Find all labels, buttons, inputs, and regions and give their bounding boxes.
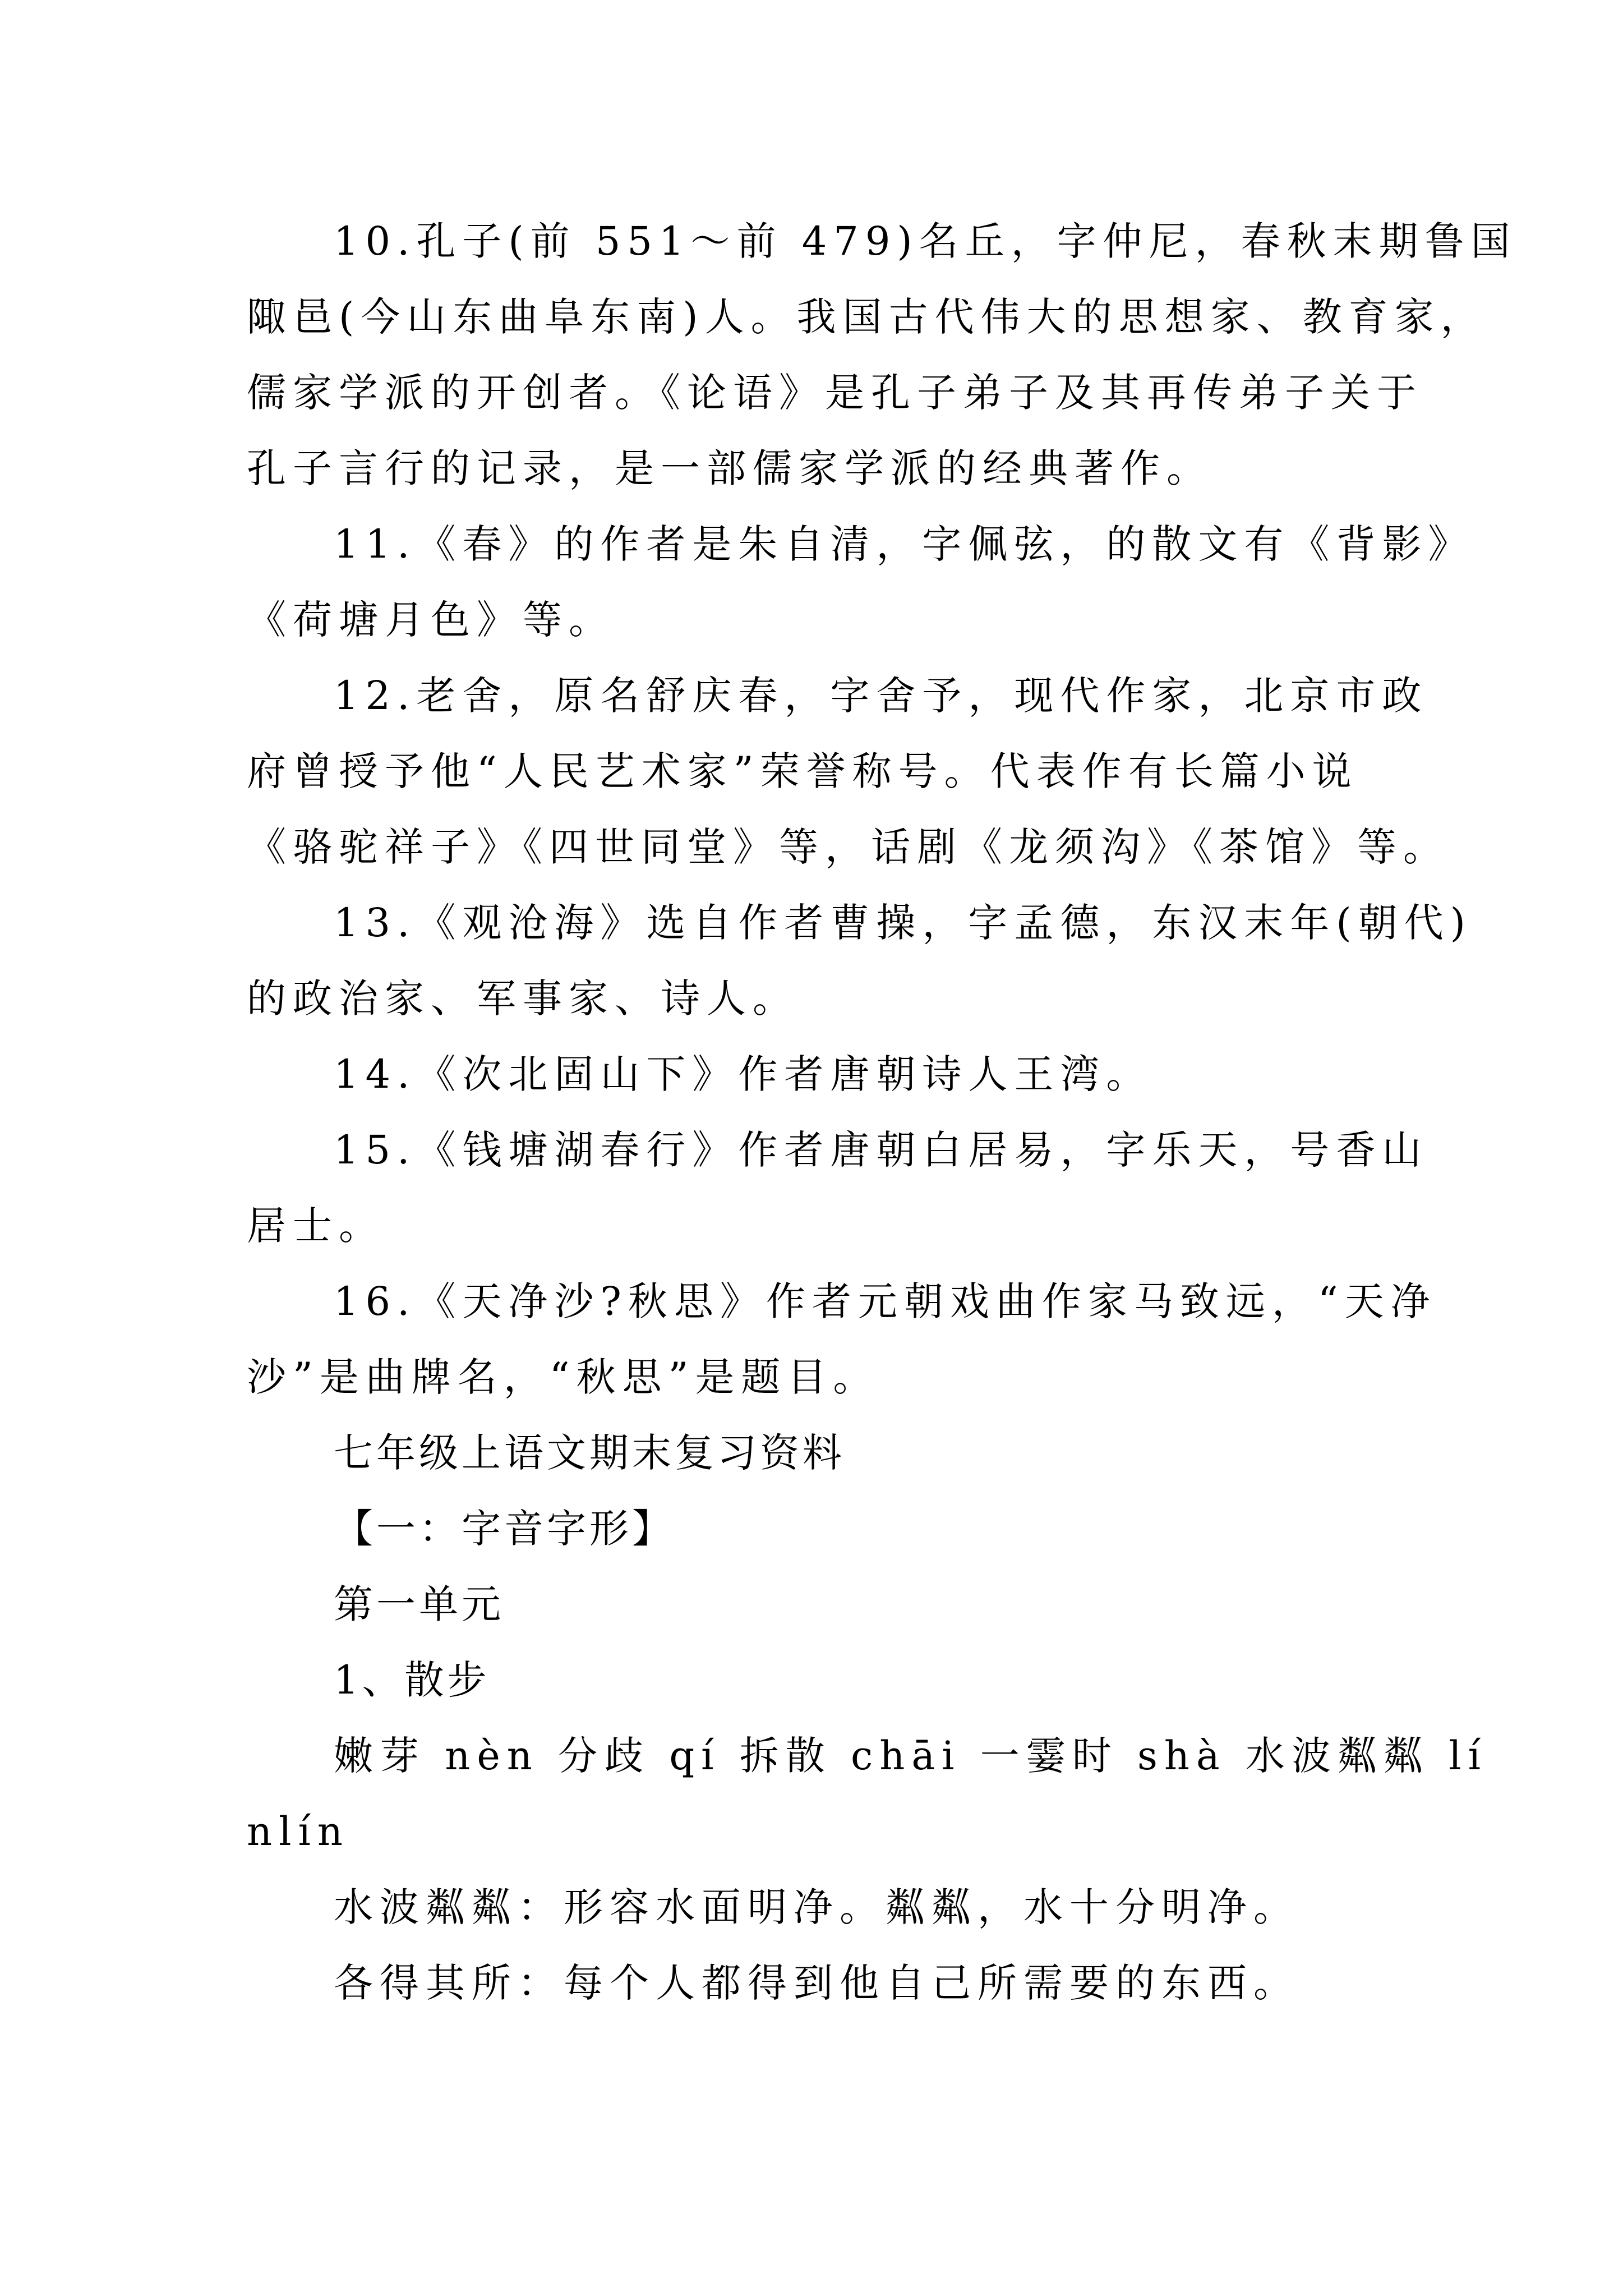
paragraph-13-line-2: 的政治家、军事家、诗人。 bbox=[247, 976, 799, 1022]
paragraph-12-line-3: 《骆驼祥子》《四世同堂》等，话剧《龙须沟》《茶馆》等。 bbox=[247, 824, 1449, 870]
paragraph-14-line-1: 14.《次北固山下》作者唐朝诗人王湾。 bbox=[334, 1051, 1152, 1097]
paragraph-15-line-1: 15.《钱塘湖春行》作者唐朝白居易，字乐天，号香山 bbox=[334, 1127, 1428, 1173]
paragraph-10-line-4: 孔子言行的记录，是一部儒家学派的经典著作。 bbox=[247, 445, 1212, 491]
section-title: 七年级上语文期末复习资料 bbox=[334, 1430, 845, 1476]
paragraph-16-line-2: 沙”是曲牌名，“秋思”是题目。 bbox=[247, 1354, 879, 1400]
document-page bbox=[247, 0, 1517, 2296]
paragraph-10-line-3: 儒家学派的开创者。《论语》是孔子弟子及其再传弟子关于 bbox=[247, 370, 1423, 416]
paragraph-13-line-1: 13.《观沧海》选自作者曹操，字孟德，东汉末年(朝代) bbox=[334, 900, 1472, 946]
paragraph-16-line-1: 16.《天净沙?秋思》作者元朝戏曲作家马致远，“天净 bbox=[334, 1278, 1437, 1324]
unit-heading: 第一单元 bbox=[334, 1581, 504, 1627]
paragraph-11-line-1: 11.《春》的作者是朱自清，字佩弦，的散文有《背影》 bbox=[334, 521, 1474, 567]
section-heading-pronunciation: 【一：字音字形】 bbox=[334, 1506, 675, 1552]
vocabulary-line-2: nlín bbox=[247, 1809, 349, 1855]
definition-line-2: 各得其所：每个人都得到他自己所需要的东西。 bbox=[334, 1960, 1299, 2006]
paragraph-12-line-2: 府曾授予他“人民艺术家”荣誉称号。代表作有长篇小说 bbox=[247, 748, 1358, 794]
paragraph-10-line-2: 陬邑(今山东曲阜东南)人。我国古代伟大的思想家、教育家， bbox=[247, 294, 1487, 340]
paragraph-12-line-1: 12.老舍，原名舒庆春，字舍予，现代作家，北京市政 bbox=[334, 673, 1428, 719]
paragraph-11-line-2: 《荷塘月色》等。 bbox=[247, 597, 615, 643]
definition-line-1: 水波粼粼：形容水面明净。粼粼，水十分明净。 bbox=[334, 1884, 1299, 1930]
vocabulary-line-1: 嫩芽 nèn 分歧 qí 拆散 chāi 一霎时 shà 水波粼粼 lí bbox=[334, 1733, 1487, 1779]
lesson-heading: 1、散步 bbox=[334, 1657, 490, 1703]
paragraph-10-line-1: 10.孔子(前 551～前 479)名丘，字仲尼，春秋末期鲁国 bbox=[334, 218, 1517, 264]
paragraph-15-line-2: 居士。 bbox=[247, 1203, 385, 1249]
